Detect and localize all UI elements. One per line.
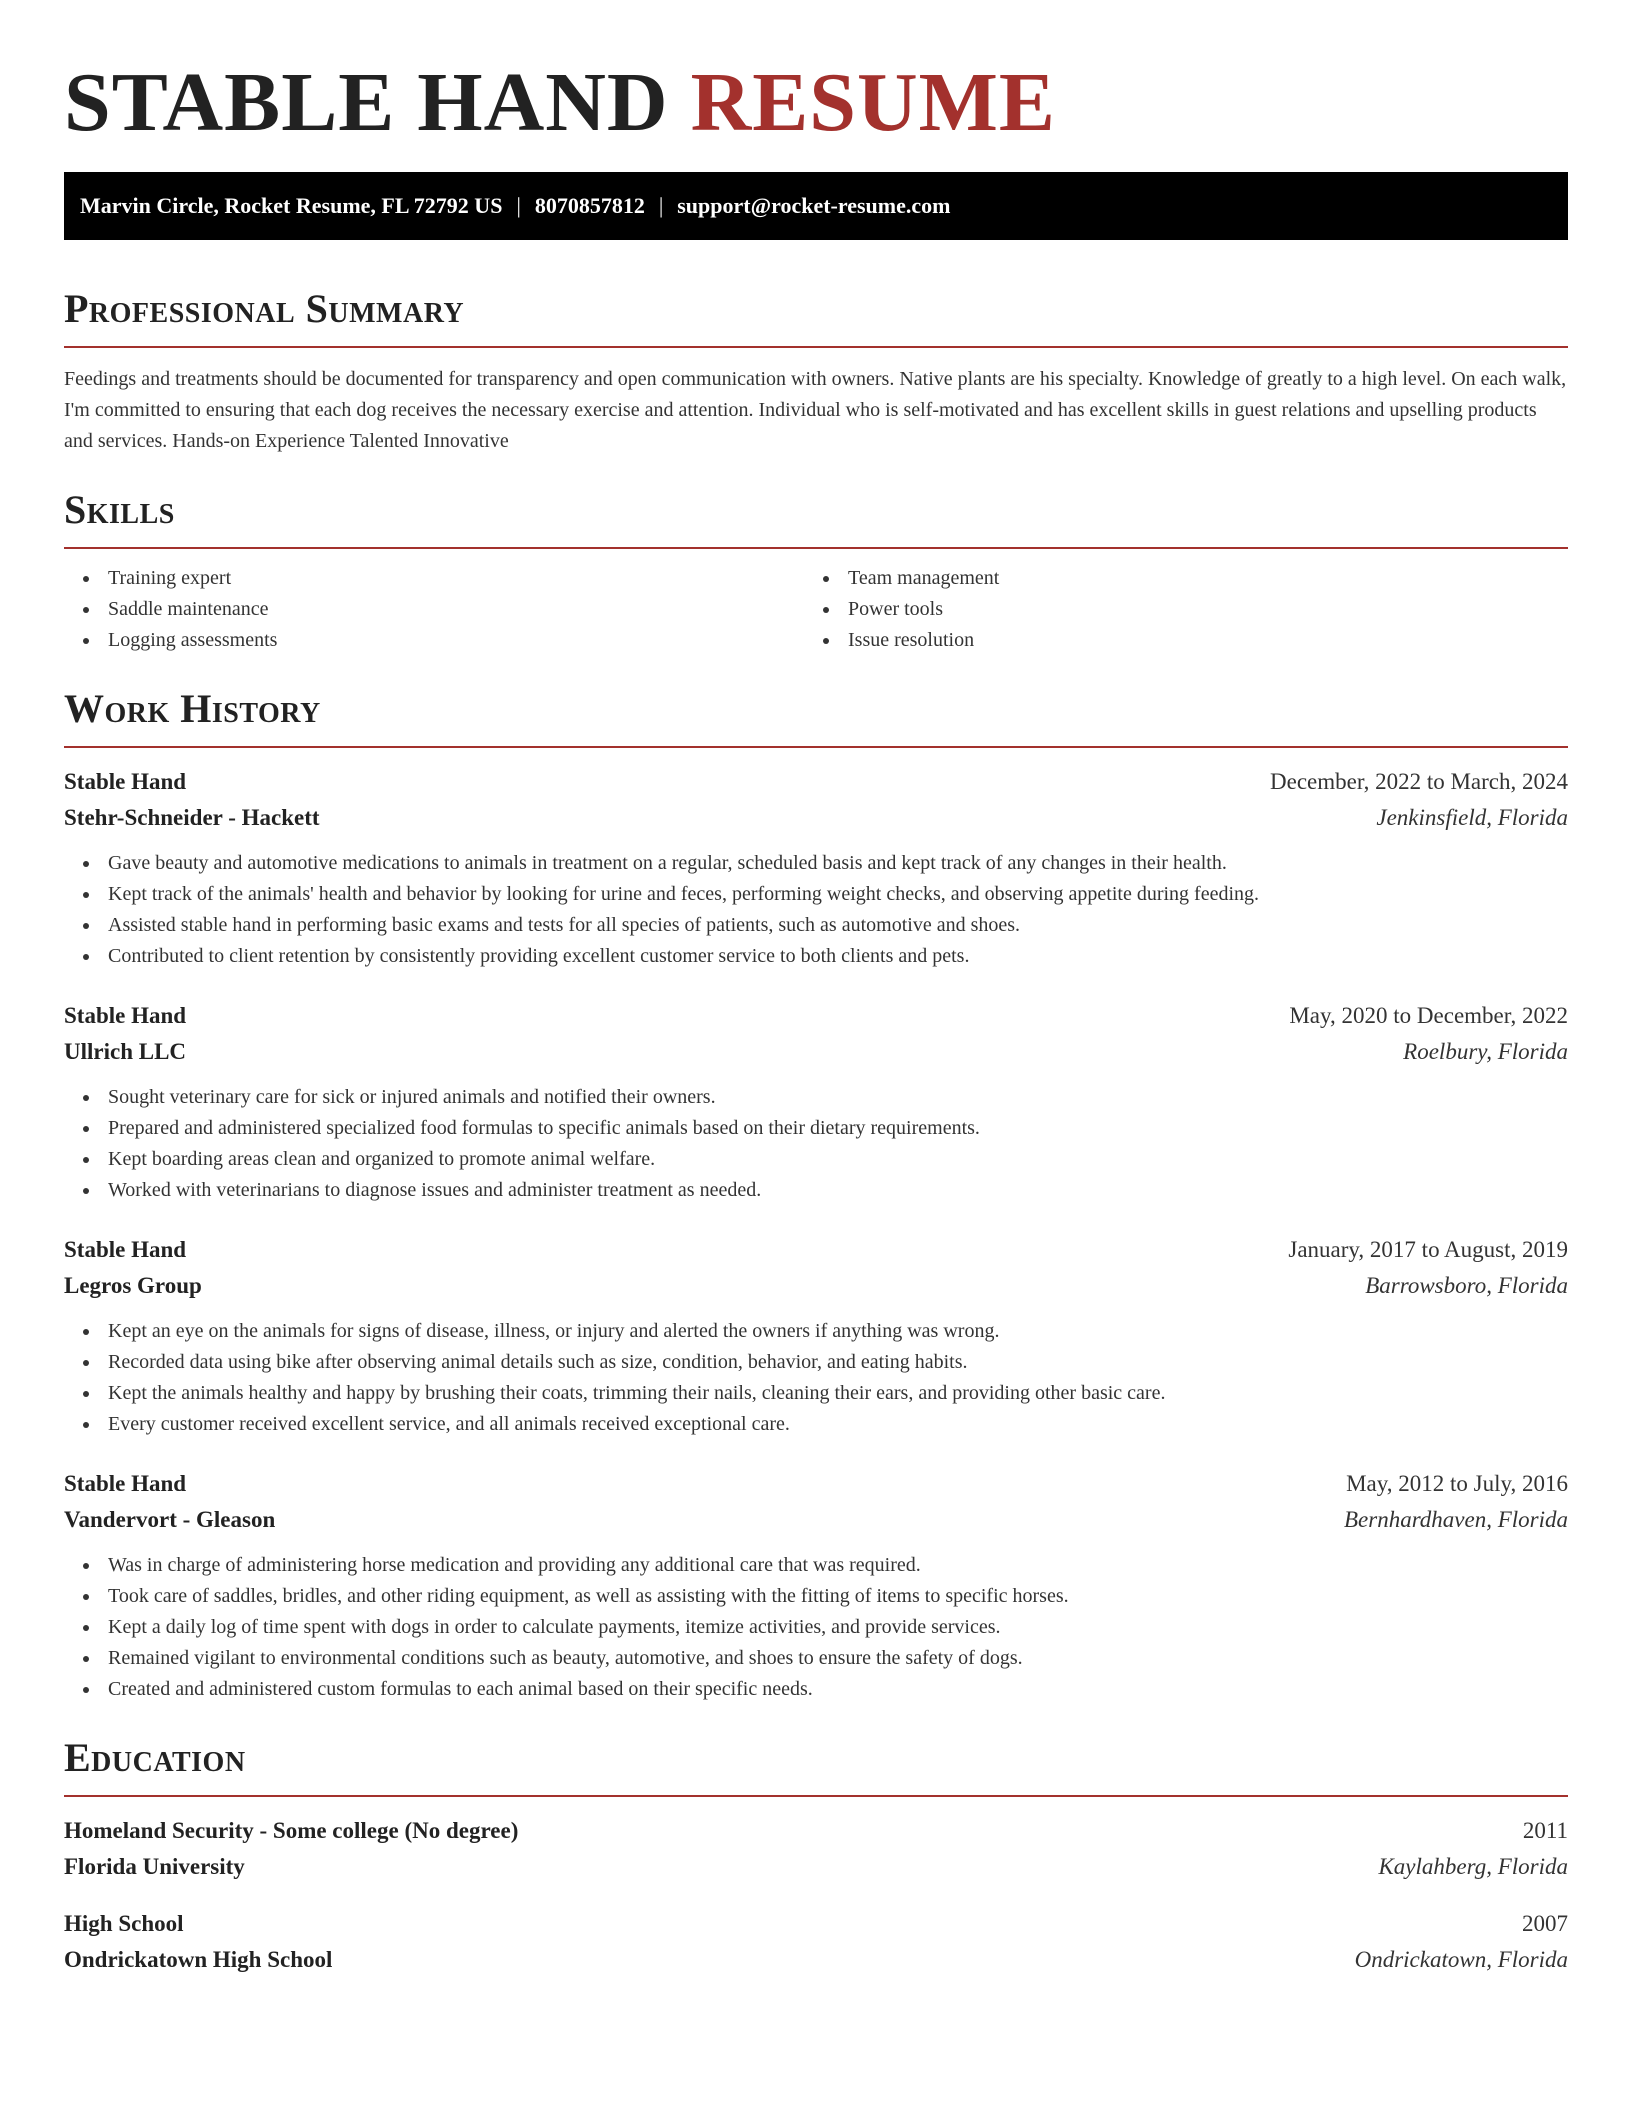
- section-title-summary: Professional Summary: [64, 286, 465, 331]
- job-bullet: Every customer received excellent service, and all animals received exceptional care.: [64, 1409, 1568, 1440]
- job-bullet: Kept a daily log of time spent with dogs in order to calculate payments, itemize activities, and provide services.: [64, 1612, 1568, 1643]
- contact-bar: [64, 172, 1568, 240]
- job-bullet: Contributed to client retention by consistently providing excellent customer service to both clients and pets.: [64, 941, 1568, 972]
- job-bullet: Took care of saddles, bridles, and other riding equipment, as well as assisting with the fitting of items to specific horses.: [64, 1581, 1568, 1612]
- job-bullet: Sought veterinary care for sick or injured animals and notified their owners.: [64, 1082, 1568, 1113]
- job-entry: [64, 1232, 1568, 1440]
- job-location: Roelbury, Florida: [1403, 1039, 1568, 1064]
- education-header: [64, 1813, 1568, 1849]
- education-header: [64, 1906, 1568, 1942]
- job-entry: [64, 1466, 1568, 1705]
- education-degree: Homeland Security - Some college (No degree): [64, 1818, 519, 1843]
- job-bullet: Prepared and administered specialized food formulas to specific animals based on their dietary requirements.: [64, 1113, 1568, 1144]
- job-bullet: Was in charge of administering horse medication and providing any additional care that was required.: [64, 1550, 1568, 1581]
- contact-separator: |: [516, 193, 521, 218]
- title-name: STABLE HAND: [64, 56, 669, 149]
- job-title: Stable Hand: [64, 769, 187, 794]
- job-bullets: [64, 1550, 1568, 1705]
- job-bullet: Assisted stable hand in performing basic exams and tests for all species of patients, such as automotive and shoes.: [64, 910, 1568, 941]
- skill-item: Training expert: [64, 563, 804, 594]
- job-entry: [64, 998, 1568, 1206]
- job-title: Stable Hand: [64, 1003, 187, 1028]
- job-bullet: Gave beauty and automotive medications to animals in treatment on a regular, scheduled basis and kept track of any changes in their health.: [64, 848, 1568, 879]
- job-company: Stehr-Schneider - Hackett: [64, 805, 320, 830]
- job-bullets: [64, 848, 1568, 972]
- job-header: [64, 1466, 1568, 1502]
- job-subheader: [64, 1268, 1568, 1304]
- education-location: Kaylahberg, Florida: [1378, 1854, 1568, 1879]
- contact-separator: |: [658, 193, 664, 218]
- education-entry: [64, 1906, 1568, 1978]
- job-company: Vandervort - Gleason: [64, 1507, 276, 1532]
- section-divider: [64, 547, 1568, 549]
- job-title: Stable Hand: [64, 1471, 187, 1496]
- summary-text: Feedings and treatments should be documented for transparency and open communication with owners. Native plants are his specialty. Knowledge of greatly to a high level. On each walk, I'm committed to ensuring that each dog receives the necessary exercise and attention. Individual who is self-motivated and has excellent skills in guest relations and upselling products and services. Hands-on Experience Talented Innovative: [64, 368, 1567, 452]
- education-school: Florida University: [64, 1854, 245, 1879]
- resume-title: [64, 58, 1568, 148]
- skills-list: [64, 563, 1568, 656]
- job-bullet: Recorded data using bike after observing animal details such as size, condition, behavior, and eating habits.: [64, 1347, 1568, 1378]
- section-title-skills: Skills: [64, 487, 175, 532]
- education-section: [64, 1733, 1568, 1978]
- skill-item: Saddle maintenance: [64, 594, 804, 625]
- job-entry: [64, 764, 1568, 972]
- education-subheader: [64, 1942, 1568, 1978]
- job-location: Barrowsboro, Florida: [1365, 1273, 1568, 1298]
- education-entry: [64, 1813, 1568, 1885]
- job-dates: December, 2022 to March, 2024: [1270, 769, 1568, 794]
- skill-item: Issue resolution: [804, 625, 1544, 656]
- job-header: [64, 1232, 1568, 1268]
- job-bullet: Worked with veterinarians to diagnose issues and administer treatment as needed.: [64, 1175, 1568, 1206]
- education-subheader: [64, 1849, 1568, 1885]
- skill-item: Logging assessments: [64, 625, 804, 656]
- job-dates: January, 2017 to August, 2019: [1288, 1237, 1568, 1262]
- skills-column-left: [64, 563, 804, 656]
- job-dates: May, 2012 to July, 2016: [1346, 1471, 1568, 1496]
- section-title-education: Education: [64, 1735, 246, 1780]
- section-divider: [64, 1795, 1568, 1797]
- job-company: Ullrich LLC: [64, 1039, 187, 1064]
- job-bullet: Kept the animals healthy and happy by brushing their coats, trimming their nails, cleaning their ears, and providing other basic care.: [64, 1378, 1568, 1409]
- summary-section: [64, 284, 1568, 457]
- job-subheader: [64, 1502, 1568, 1538]
- contact-address: Marvin Circle, Rocket Resume, FL 72792 US: [80, 193, 503, 218]
- job-location: Jenkinsfield, Florida: [1376, 805, 1568, 830]
- job-company: Legros Group: [64, 1273, 202, 1298]
- resume-page: [64, 0, 1568, 1978]
- contact-phone: 8070857812: [534, 193, 645, 218]
- job-subheader: [64, 1034, 1568, 1070]
- job-header: [64, 764, 1568, 800]
- skills-section: [64, 485, 1568, 656]
- section-title-work-history: Work History: [64, 686, 321, 731]
- job-location: Bernhardhaven, Florida: [1343, 1507, 1568, 1532]
- job-bullet: Remained vigilant to environmental conditions such as beauty, automotive, and shoes to ensure the safety of dogs.: [64, 1643, 1568, 1674]
- job-bullet: Created and administered custom formulas to each animal based on their specific needs.: [64, 1674, 1568, 1705]
- job-bullets: [64, 1316, 1568, 1440]
- skill-item: Power tools: [804, 594, 1544, 625]
- job-bullets: [64, 1082, 1568, 1206]
- job-header: [64, 998, 1568, 1034]
- section-divider: [64, 746, 1568, 748]
- job-bullet: Kept track of the animals' health and behavior by looking for urine and feces, performing weight checks, and observing appetite during feeding.: [64, 879, 1568, 910]
- education-year: 2007: [1522, 1911, 1568, 1936]
- job-bullet: Kept an eye on the animals for signs of disease, illness, or injury and alerted the owners if anything was wrong.: [64, 1316, 1568, 1347]
- title-accent: RESUME: [690, 56, 1056, 149]
- skills-column-right: [804, 563, 1544, 656]
- job-title: Stable Hand: [64, 1237, 187, 1262]
- work-history-section: [64, 684, 1568, 1705]
- job-subheader: [64, 800, 1568, 836]
- section-divider: [64, 346, 1568, 348]
- contact-email[interactable]: support@rocket-resume.com: [677, 193, 951, 218]
- education-degree: High School: [64, 1911, 184, 1936]
- education-school: Ondrickatown High School: [64, 1947, 333, 1972]
- job-bullet: Kept boarding areas clean and organized to promote animal welfare.: [64, 1144, 1568, 1175]
- education-location: Ondrickatown, Florida: [1354, 1947, 1568, 1972]
- job-dates: May, 2020 to December, 2022: [1289, 1003, 1568, 1028]
- education-year: 2011: [1522, 1818, 1568, 1843]
- skill-item: Team management: [804, 563, 1544, 594]
